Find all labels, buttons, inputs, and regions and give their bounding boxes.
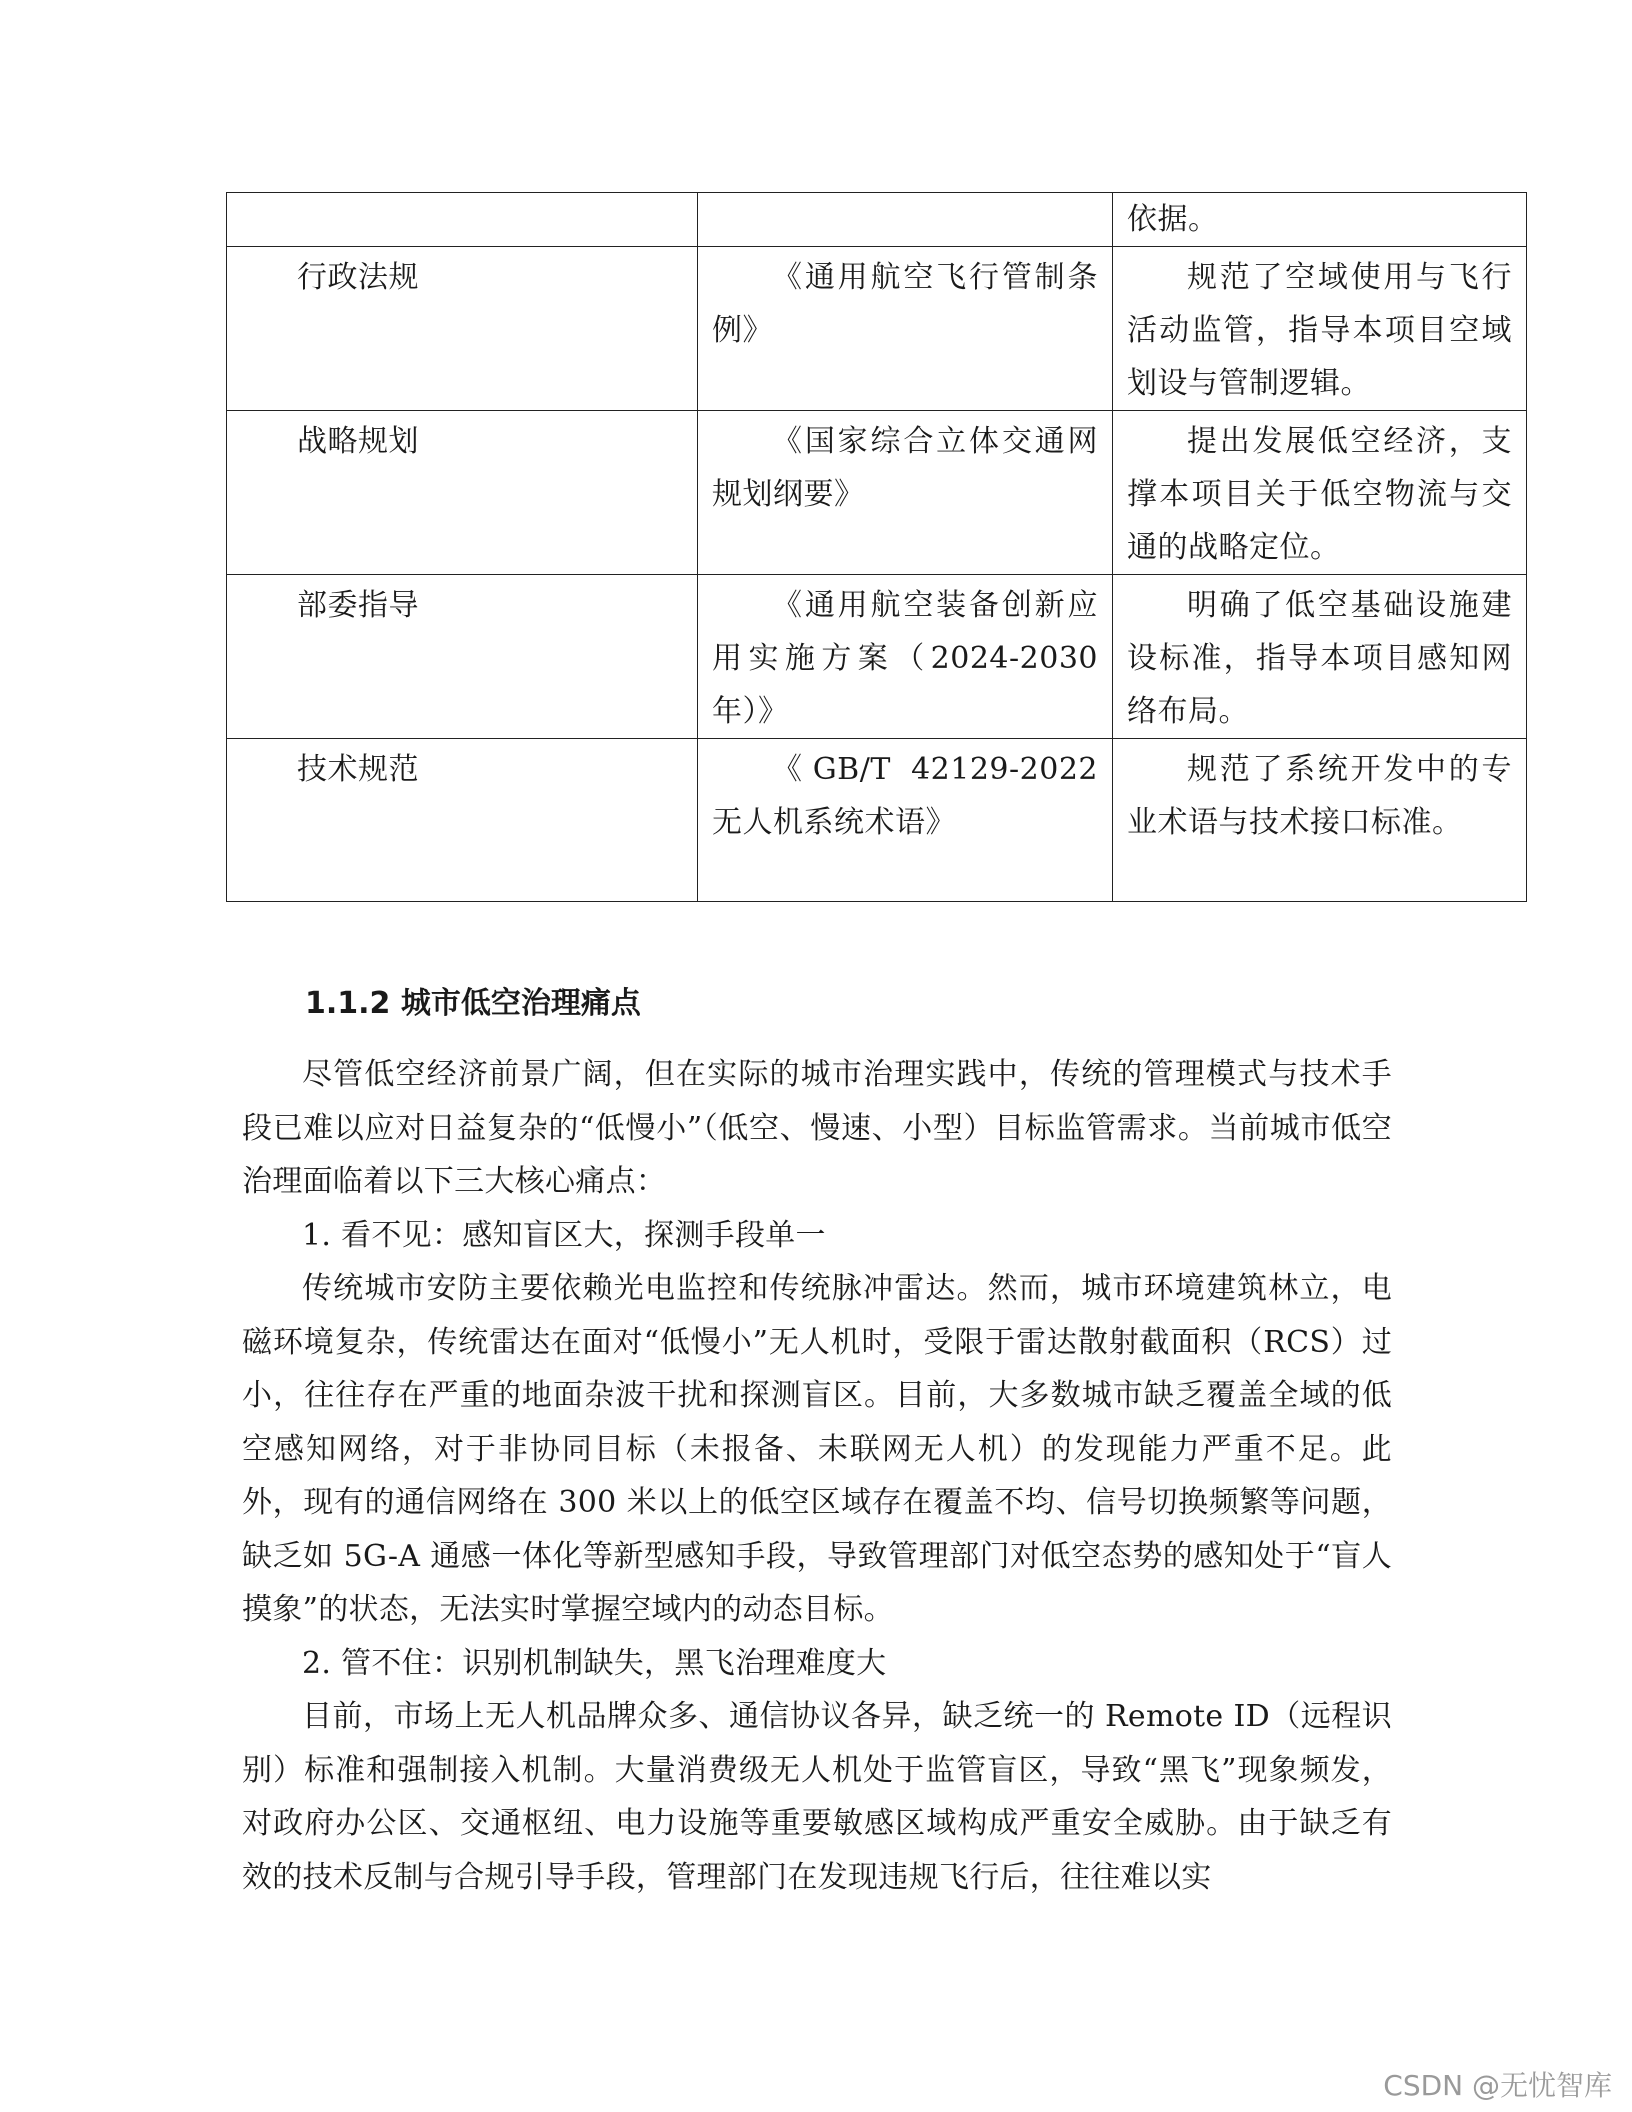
table-row [227, 575, 1527, 739]
table-cell-document [698, 193, 1113, 247]
paragraph: 传统城市安防主要依赖光电监控和传统脉冲雷达。然而，城市环境建筑林立，电磁环境复杂，传统雷达在面对“低慢小”无人机时，受限于雷达散射截面积（RCS）过小，往往存在严重的地面杂波干扰和探测盲区。目前，大多数城市缺乏覆盖全域的低空感知网络，对于非协同目标（未报备、未联网无人机）的发现能力严重不足。此外，现有的通信网络在 300 米以上的低空区域存在覆盖不均、信号切换频繁等问题，缺乏如 5G-A 通感一体化等新型感知手段，导致管理部门对低空态势的感知处于“盲人摸象”的状态，无法实时掌握空域内的动态目标。 [242, 1271, 1392, 1627]
table-row [227, 247, 1527, 411]
significance-text: 提出发展低空经济，支撑本项目关于低空物流与交通的战略定位。 [1127, 424, 1512, 565]
document-text: 《国家综合立体交通网规划纲要》 [712, 424, 1098, 512]
list-item-heading: 1. 看不见：感知盲区大，探测手段单一 [302, 1217, 826, 1253]
list-item-heading: 2. 管不住：识别机制缺失，黑飞治理难度大 [302, 1645, 887, 1681]
table-cell-significance [1113, 739, 1527, 902]
document-text: 《通用航空装备创新应用实施方案（2024-2030年）》 [712, 588, 1098, 729]
significance-text: 规范了系统开发中的专业术语与技术接口标准。 [1127, 752, 1512, 840]
table-cell-document [698, 247, 1113, 411]
section-heading: 1.1.2 城市低空治理痛点 [305, 986, 641, 1021]
document-text: 《通用航空飞行管制条例》 [712, 260, 1098, 348]
section-body [242, 1048, 1392, 1904]
significance-text: 依据。 [1127, 202, 1219, 237]
table-cell-category: 技术规范 [227, 739, 698, 902]
regulations-table [226, 192, 1527, 902]
significance-text: 明确了低空基础设施建设标准，指导本项目感知网络布局。 [1127, 588, 1512, 729]
table-row [227, 193, 1527, 247]
significance-text: 规范了空域使用与飞行活动监管，指导本项目空域划设与管制逻辑。 [1127, 260, 1512, 401]
table-cell-significance [1113, 193, 1527, 247]
table-cell-document [698, 411, 1113, 575]
table-cell-significance [1113, 247, 1527, 411]
paragraph: 目前，市场上无人机品牌众多、通信协议各异，缺乏统一的 Remote ID（远程识别）标准和强制接入机制。大量消费级无人机处于监管盲区，导致“黑飞”现象频发，对政府办公区、交通枢纽、电力设施等重要敏感区域构成严重安全威胁。由于缺乏有效的技术反制与合规引导手段，管理部门在发现违规飞行后，往往难以实 [242, 1699, 1392, 1895]
table-row [227, 739, 1527, 902]
document-text: 《GB/T 42129-2022 无人机系统术语》 [712, 752, 1098, 840]
table-row [227, 411, 1527, 575]
watermark: CSDN @无忧智库 [1383, 2069, 1612, 2102]
table-cell-document [698, 575, 1113, 739]
table-cell-category: 部委指导 [227, 575, 698, 739]
table-cell-significance [1113, 575, 1527, 739]
table-cell-significance [1113, 411, 1527, 575]
paragraph-intro: 尽管低空经济前景广阔，但在实际的城市治理实践中，传统的管理模式与技术手段已难以应对日益复杂的“低慢小”（低空、慢速、小型）目标监管需求。当前城市低空治理面临着以下三大核心痛点： [242, 1057, 1392, 1199]
table-cell-category: 行政法规 [227, 247, 698, 411]
table-cell-document [698, 739, 1113, 902]
table-cell-category [227, 193, 698, 247]
table-cell-category: 战略规划 [227, 411, 698, 575]
